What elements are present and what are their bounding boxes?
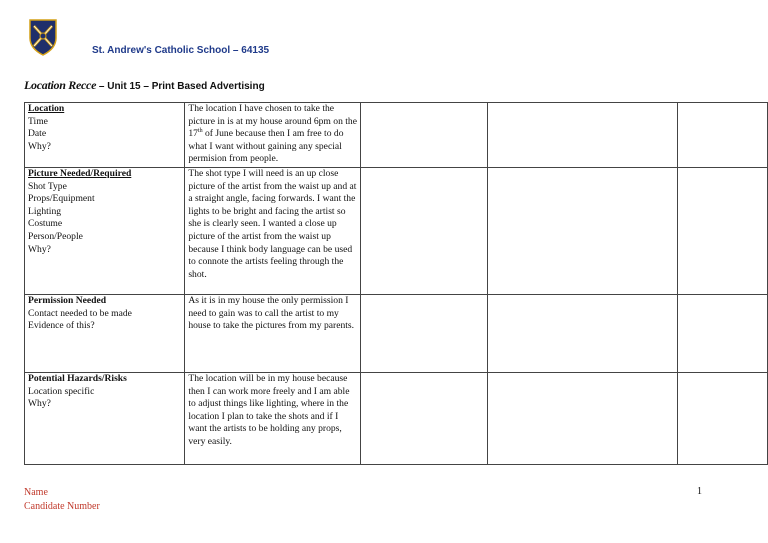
row-subitem: Why? bbox=[28, 398, 51, 410]
row-label-cell bbox=[25, 295, 185, 373]
answer-part: The location I have chosen to take the picture in is at my house around 6pm on the 17 bbox=[188, 103, 357, 140]
table-row bbox=[25, 168, 768, 295]
row-label-cell bbox=[25, 103, 185, 168]
empty-cell bbox=[677, 103, 767, 168]
row-subitem: Lighting bbox=[28, 205, 62, 217]
empty-cell bbox=[361, 168, 488, 295]
row-subitem: Why? bbox=[28, 243, 51, 255]
title-rest: – Unit 15 – Print Based Advertising bbox=[98, 81, 265, 92]
empty-cell bbox=[361, 373, 488, 465]
recce-table bbox=[24, 102, 768, 465]
empty-cell bbox=[677, 168, 767, 295]
row-subitem: Shot Type bbox=[28, 180, 67, 192]
empty-cell bbox=[487, 373, 677, 465]
row-answer-text: As it is in my house the only permission I need to gain was to call the artist to my house to take the pictures from my parents. bbox=[188, 295, 355, 332]
document-title bbox=[24, 78, 265, 93]
row-answer-cell bbox=[185, 103, 361, 168]
answer-superscript: th bbox=[197, 128, 203, 134]
school-name: St. Andrew's Catholic School – 64135 bbox=[92, 45, 270, 56]
row-heading: Permission Needed bbox=[28, 295, 107, 306]
footer-fields bbox=[24, 486, 100, 514]
title-main: Location Recce bbox=[24, 78, 97, 92]
table-row bbox=[25, 373, 768, 465]
row-subitem: Props/Equipment bbox=[28, 193, 95, 205]
row-subitem: Why? bbox=[28, 140, 51, 152]
table-row bbox=[25, 295, 768, 373]
row-subitem: Evidence of this? bbox=[28, 320, 95, 332]
row-subitem: Time bbox=[28, 115, 48, 127]
empty-cell bbox=[487, 295, 677, 373]
row-heading: Picture Needed/Required bbox=[28, 168, 132, 179]
row-heading: Location bbox=[28, 103, 65, 114]
empty-cell bbox=[361, 103, 488, 168]
row-answer-cell bbox=[185, 295, 361, 373]
row-subitem: Person/People bbox=[28, 230, 83, 242]
school-crest-icon bbox=[28, 18, 58, 56]
empty-cell bbox=[677, 295, 767, 373]
row-subitem: Costume bbox=[28, 218, 63, 230]
row-answer-cell bbox=[185, 168, 361, 295]
row-label-cell bbox=[25, 373, 185, 465]
empty-cell bbox=[361, 295, 488, 373]
row-subitem: Location specific bbox=[28, 385, 95, 397]
row-subitem: Date bbox=[28, 128, 47, 140]
name-label: Name bbox=[24, 487, 48, 498]
row-answer-text bbox=[188, 103, 357, 166]
empty-cell bbox=[487, 168, 677, 295]
row-label-cell bbox=[25, 168, 185, 295]
row-answer-text: The location will be in my house because then I can work more freely and I am able to adjust things like lighting, where in the location I plan to take the shots and if I want the artists to be holding any props, very easily. bbox=[188, 373, 350, 447]
answer-part: of June because then I am free to do what I want without gaining any special permision from people. bbox=[188, 128, 344, 165]
row-subitem: Contact needed to be made bbox=[28, 307, 132, 319]
table-row bbox=[25, 103, 768, 168]
candidate-number-label: Candidate Number bbox=[24, 501, 100, 512]
empty-cell bbox=[677, 373, 767, 465]
row-answer-text: The shot type I will need is an up close picture of the artist from the waist up and at a straight angle, facing forwards. I want the lights to be bright and facing the artist so she is clearly seen. I wanted a close up picture of the artist from the waist up because I think body language can be used to connote the artists feeling through the shot. bbox=[188, 168, 357, 280]
empty-cell bbox=[487, 103, 677, 168]
row-answer-cell bbox=[185, 373, 361, 465]
page-number: 1 bbox=[697, 486, 702, 497]
row-heading: Potential Hazards/Risks bbox=[28, 373, 127, 384]
